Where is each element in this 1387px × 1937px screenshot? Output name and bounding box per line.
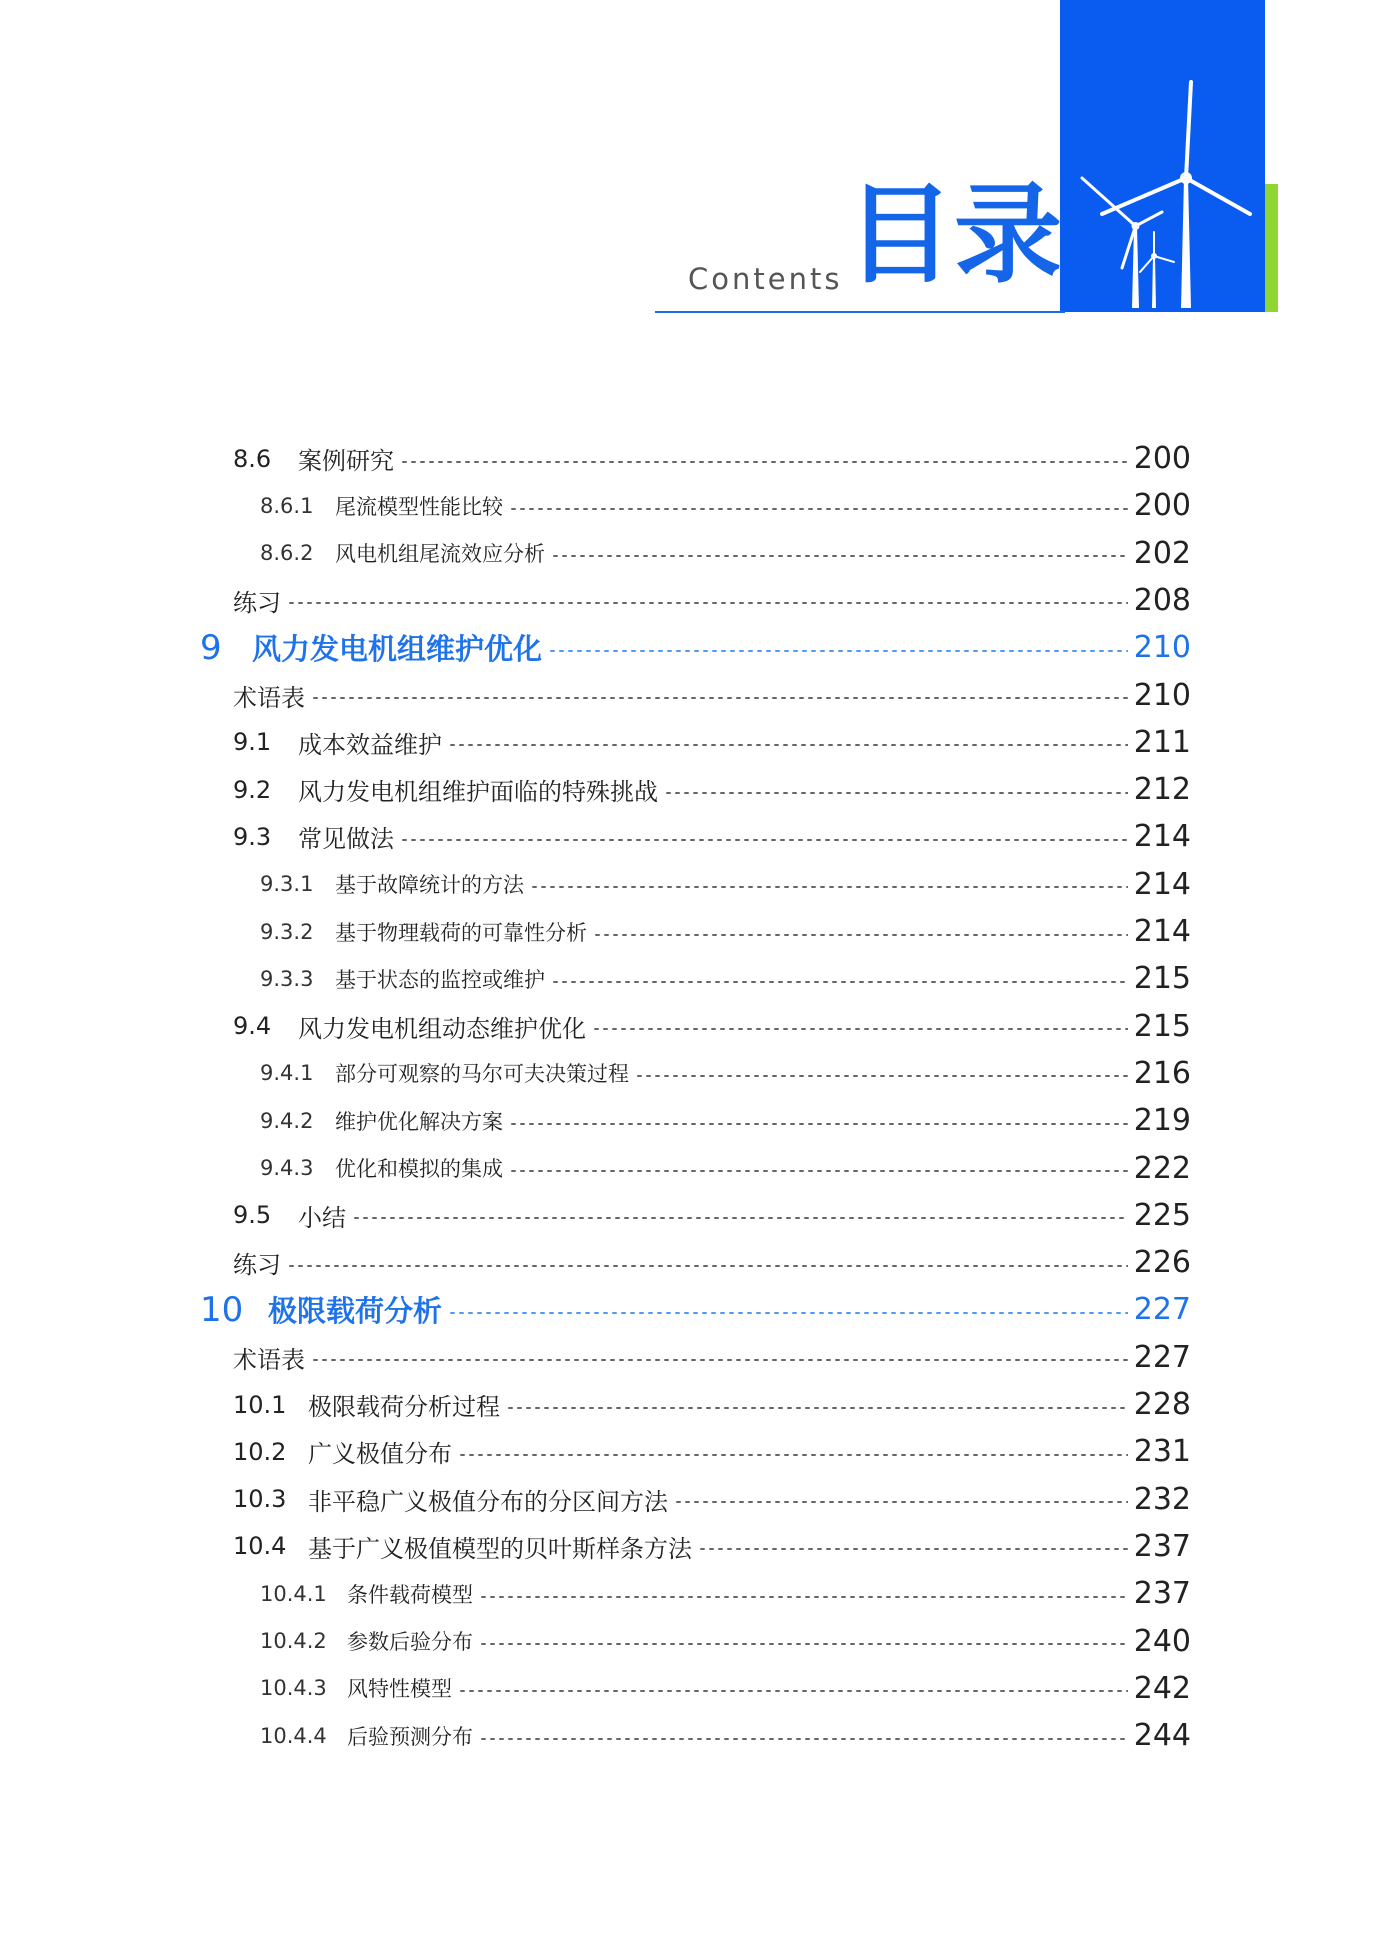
toc-entry-title: 尾流模型性能比较 xyxy=(335,494,503,519)
green-accent-bar xyxy=(1265,184,1278,312)
toc-entry-title: 成本效益维护 xyxy=(298,730,442,759)
toc-entry-title: 非平稳广义极值分布的分区间方法 xyxy=(308,1487,668,1516)
toc-entry-title: 案例研究 xyxy=(298,447,394,475)
toc-entry-title: 基于状态的监控或维护 xyxy=(335,967,545,992)
toc-entry[interactable] xyxy=(260,1712,1191,1759)
dot-leader xyxy=(664,792,1128,794)
toc-entry-page-number: 211 xyxy=(1133,724,1191,760)
toc-entry-title: 术语表 xyxy=(233,1345,305,1374)
toc-entry-title: 风电机组尾流效应分析 xyxy=(335,542,545,567)
toc-chapter-entry[interactable] xyxy=(200,1286,1191,1333)
toc-entry[interactable] xyxy=(260,1050,1191,1097)
toc-entry-page-number: 242 xyxy=(1133,1670,1191,1706)
dot-leader xyxy=(458,1454,1128,1456)
toc-entry[interactable] xyxy=(233,719,1191,766)
toc-entry-page-number: 228 xyxy=(1133,1387,1191,1422)
toc-entry[interactable] xyxy=(260,955,1191,1002)
toc-entry-title: 后验预测分布 xyxy=(347,1724,473,1749)
toc-chapter-entry[interactable] xyxy=(200,624,1191,671)
toc-entry[interactable] xyxy=(233,1334,1191,1381)
toc-entry-number: 9.3.2 xyxy=(260,919,314,944)
toc-entry-number: 10.1 xyxy=(233,1390,287,1419)
toc-entry-title: 广义极值分布 xyxy=(308,1440,452,1469)
toc-entry-page-number: 231 xyxy=(1133,1434,1191,1470)
toc-entry-number: 10.4.3 xyxy=(260,1676,327,1701)
dot-leader xyxy=(593,934,1128,936)
toc-entry[interactable] xyxy=(233,1003,1191,1050)
toc-entry-number: 9.4 xyxy=(233,1012,272,1041)
toc-entry[interactable] xyxy=(233,1192,1191,1239)
toc-entry[interactable] xyxy=(260,1618,1191,1665)
toc-entry-number: 9.4.2 xyxy=(260,1108,314,1133)
page-title: 目录 xyxy=(846,173,1063,298)
toc-entry[interactable] xyxy=(233,1381,1191,1428)
toc-entry-title: 风力发电机组维护面临的特殊挑战 xyxy=(298,778,658,807)
dot-leader xyxy=(287,602,1128,604)
toc-entry-number: 10.3 xyxy=(233,1485,287,1514)
dot-leader xyxy=(506,1407,1128,1409)
toc-entry-number: 10.2 xyxy=(233,1437,287,1466)
toc-entry-page-number: 240 xyxy=(1133,1623,1191,1659)
toc-entry-page-number: 226 xyxy=(1133,1245,1191,1281)
dot-leader xyxy=(311,1359,1128,1361)
toc-entry-title: 风力发电机组动态维护优化 xyxy=(298,1014,586,1043)
toc-entry-page-number: 232 xyxy=(1133,1481,1191,1517)
toc-entry-number: 9.3.3 xyxy=(260,966,314,991)
dot-leader xyxy=(592,1028,1128,1030)
dot-leader xyxy=(551,555,1128,557)
toc-entry[interactable] xyxy=(233,672,1191,719)
page-header xyxy=(0,0,1387,330)
toc-entry-page-number: 222 xyxy=(1133,1150,1191,1186)
dot-leader xyxy=(400,461,1128,463)
toc-entry-title: 基于物理载荷的可靠性分析 xyxy=(335,920,587,945)
toc-entry-page-number: 215 xyxy=(1133,961,1191,997)
toc-entry-page-number: 200 xyxy=(1133,488,1191,524)
toc-entry-title: 风力发电机组维护优化 xyxy=(252,632,543,667)
toc-entry-page-number: 210 xyxy=(1133,630,1191,666)
dot-leader xyxy=(479,1643,1128,1645)
toc-entry-title: 维护优化解决方案 xyxy=(335,1109,503,1134)
toc-entry-number: 10.4 xyxy=(233,1532,287,1561)
toc-entry-page-number: 237 xyxy=(1133,1528,1191,1564)
toc-entry-title: 小结 xyxy=(298,1203,346,1232)
toc-entry-title: 极限载荷分析 xyxy=(268,1294,443,1329)
dot-leader xyxy=(479,1596,1128,1598)
toc-entry-number: 9.1 xyxy=(233,728,272,757)
toc-entry-page-number: 208 xyxy=(1133,582,1191,618)
toc-entry-page-number: 244 xyxy=(1133,1718,1191,1754)
dot-leader xyxy=(287,1265,1128,1267)
toc-entry-page-number: 200 xyxy=(1133,441,1191,476)
toc-entry-number: 8.6.1 xyxy=(260,493,314,518)
toc-entry[interactable] xyxy=(260,861,1191,908)
toc-entry-page-number: 237 xyxy=(1133,1576,1191,1612)
toc-entry-title: 参数后验分布 xyxy=(347,1630,473,1654)
toc-entry-number: 9.3.1 xyxy=(260,872,314,897)
dot-leader xyxy=(509,1170,1128,1172)
toc-entry-number: 8.6 xyxy=(233,444,272,473)
toc-entry[interactable] xyxy=(260,1097,1191,1144)
toc-entry-title: 极限载荷分析过程 xyxy=(308,1393,500,1421)
toc-entry-page-number: 227 xyxy=(1133,1339,1191,1375)
toc-entry[interactable] xyxy=(260,1665,1191,1712)
toc-entry-number: 9.4.3 xyxy=(260,1156,314,1180)
toc-entry-title: 条件载荷模型 xyxy=(347,1582,473,1607)
dot-leader xyxy=(311,697,1128,699)
toc-entry-number: 9.4.1 xyxy=(260,1061,314,1086)
dot-leader xyxy=(635,1075,1128,1077)
dot-leader xyxy=(400,839,1128,841)
toc-entry-page-number: 202 xyxy=(1133,535,1191,571)
toc-entry-number: 9.3 xyxy=(233,822,272,851)
toc-entry[interactable] xyxy=(233,435,1191,482)
toc-entry-page-number: 216 xyxy=(1133,1055,1191,1091)
toc-entry-number: 10 xyxy=(200,1289,244,1330)
toc-entry-title: 部分可观察的马尔可夫决策过程 xyxy=(335,1062,629,1087)
toc-entry[interactable] xyxy=(233,1239,1191,1286)
dot-leader xyxy=(458,1690,1128,1692)
dot-leader xyxy=(530,886,1128,888)
toc-entry[interactable] xyxy=(233,1428,1191,1475)
dot-leader xyxy=(674,1501,1128,1503)
toc-entry-title: 常见做法 xyxy=(298,825,394,854)
toc-entry-number: 9 xyxy=(200,627,222,668)
toc-entry-title: 术语表 xyxy=(233,683,305,712)
toc-entry-page-number: 210 xyxy=(1133,677,1191,713)
wind-turbines-icon xyxy=(1060,0,1265,312)
dot-leader xyxy=(509,1123,1128,1125)
toc-entry-title: 风特性模型 xyxy=(347,1677,452,1702)
toc-entry[interactable] xyxy=(233,577,1191,624)
toc-entry-number: 9.5 xyxy=(233,1201,272,1230)
toc-entry-page-number: 214 xyxy=(1133,866,1191,902)
toc-entry-page-number: 214 xyxy=(1133,914,1191,949)
toc-entry-number: 10.4.2 xyxy=(260,1629,327,1653)
header-rule xyxy=(655,311,1065,313)
toc-entry-page-number: 215 xyxy=(1133,1008,1191,1044)
dot-leader xyxy=(352,1217,1128,1219)
toc-entry-title: 练习 xyxy=(233,588,281,617)
toc-entry-page-number: 212 xyxy=(1133,772,1191,808)
toc-entry-title: 基于故障统计的方法 xyxy=(335,873,524,898)
dot-leader xyxy=(551,981,1128,983)
toc-entry[interactable] xyxy=(233,766,1191,813)
toc-entry[interactable] xyxy=(233,813,1191,860)
dot-leader xyxy=(548,650,1128,652)
toc-entry-number: 10.4.1 xyxy=(260,1581,327,1606)
toc-entry-page-number: 225 xyxy=(1133,1197,1191,1233)
contents-label: Contents xyxy=(688,262,843,296)
dot-leader xyxy=(698,1548,1128,1550)
toc-entry[interactable] xyxy=(260,908,1191,955)
toc-entry[interactable] xyxy=(260,1570,1191,1617)
toc-entry[interactable] xyxy=(260,1145,1191,1192)
dot-leader xyxy=(509,508,1128,510)
dot-leader xyxy=(479,1738,1128,1740)
dot-leader xyxy=(448,1312,1128,1314)
toc-entry-title: 优化和模拟的集成 xyxy=(335,1157,503,1181)
toc-entry[interactable] xyxy=(260,530,1191,577)
toc-entry[interactable] xyxy=(233,1476,1191,1523)
toc-entry-page-number: 214 xyxy=(1133,819,1191,855)
toc-entry-number: 10.4.4 xyxy=(260,1723,327,1748)
toc-entry-title: 练习 xyxy=(233,1251,281,1280)
dot-leader xyxy=(448,744,1128,746)
toc-entry-number: 8.6.2 xyxy=(260,541,314,566)
toc-entry[interactable] xyxy=(260,482,1191,529)
toc-entry-title: 基于广义极值模型的贝叶斯样条方法 xyxy=(308,1534,692,1563)
toc-entry-number: 9.2 xyxy=(233,775,272,804)
toc-entry[interactable] xyxy=(233,1523,1191,1570)
toc-entry-page-number: 227 xyxy=(1133,1292,1191,1328)
toc-entry-page-number: 219 xyxy=(1133,1103,1191,1139)
